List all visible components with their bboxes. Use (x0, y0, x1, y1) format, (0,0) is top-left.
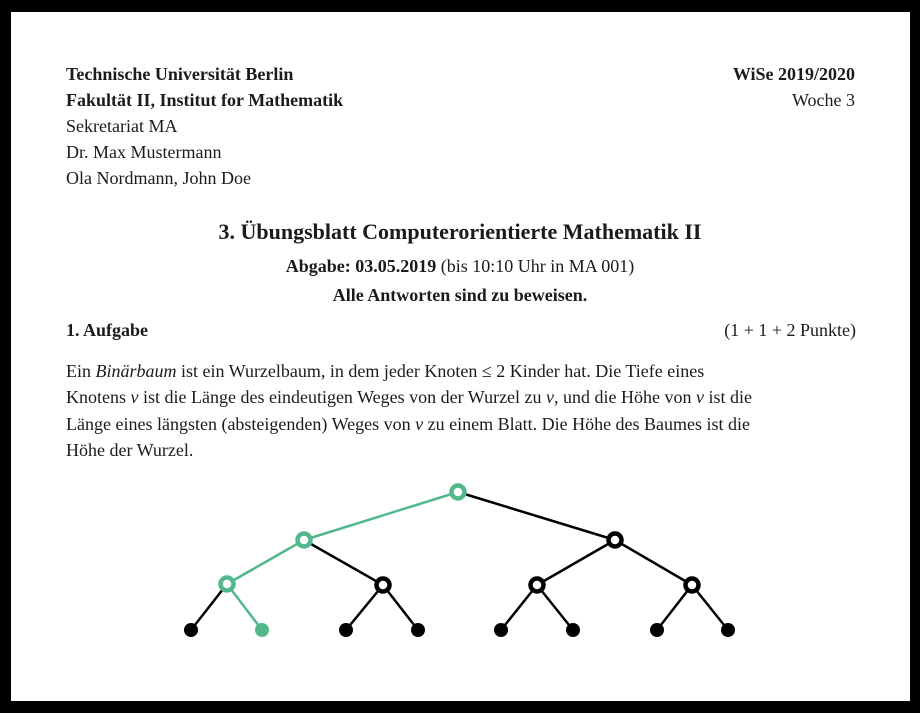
tree-internal-node (686, 579, 699, 592)
tree-edge (304, 492, 458, 540)
tree-edge (227, 540, 304, 584)
task-heading: 1. Aufgabe (66, 320, 149, 340)
tree-edge (191, 584, 227, 630)
motto-line: Alle Antworten sind zu beweisen. (332, 285, 588, 305)
math-term: v (696, 387, 705, 408)
math-term: Binärbaum (95, 361, 177, 381)
tree-leaf-node (650, 623, 664, 637)
tree-internal-node (377, 579, 390, 592)
text-segment: Höhe der Wurzel. (66, 439, 194, 460)
text-segment: Ein (66, 361, 96, 381)
tree-edge (615, 540, 692, 585)
tree-internal-node (452, 486, 465, 499)
header-line: WiSe 2019/2020 (732, 64, 855, 84)
text-segment: ist ein Wurzelbaum, in dem jeder Knoten ≤ 2 Kinder hat. Die Tiefe eines (176, 361, 705, 381)
header-line: Sekretariat MA (66, 116, 178, 136)
tree-leaf-node (184, 623, 198, 637)
text-segment: Länge eines längsten (absteigenden) Weges von (66, 413, 416, 434)
submission-details: (bis 10:10 Uhr in MA 001) (436, 256, 635, 276)
tree-internal-node (298, 534, 311, 547)
math-term: v (546, 387, 555, 408)
tree-leaf-node (494, 623, 508, 637)
text-segment: ist die Länge des eindeutigen Weges von der Wurzel zu (138, 387, 547, 408)
header-line: Woche 3 (791, 90, 855, 110)
tree-leaf-node (721, 623, 735, 637)
text-segment: zu einem Blatt. Die Höhe des Baumes ist die (423, 413, 751, 434)
submission-date: Abgabe: 03.05.2019 (285, 256, 437, 276)
math-term: v (415, 413, 424, 434)
tree-edge (458, 492, 615, 540)
text-segment: , und die Höhe von (554, 387, 697, 408)
tree-internal-node (221, 578, 234, 591)
header-line: Ola Nordmann, John Doe (66, 168, 251, 188)
tree-leaf-node (411, 623, 425, 637)
tree-edge (304, 540, 383, 585)
tree-leaf-node (566, 623, 580, 637)
text-segment: ist die (704, 387, 753, 408)
tree-leaf-node (255, 623, 269, 637)
header-line: Technische Universität Berlin (66, 64, 294, 84)
tree-edge (537, 540, 615, 585)
tree-leaf-node (339, 623, 353, 637)
header-line: Dr. Max Mustermann (66, 142, 222, 162)
task-points: (1 + 1 + 2 Punkte) (724, 320, 856, 340)
tree-internal-node (531, 579, 544, 592)
math-term: v (130, 387, 139, 408)
text-segment: Knotens (66, 387, 131, 408)
tree-internal-node (609, 534, 622, 547)
header-line: Fakultät II, Institut for Mathematik (66, 90, 344, 110)
sheet-title: 3. Übungsblatt Computerorientierte Mathematik II (218, 219, 702, 244)
